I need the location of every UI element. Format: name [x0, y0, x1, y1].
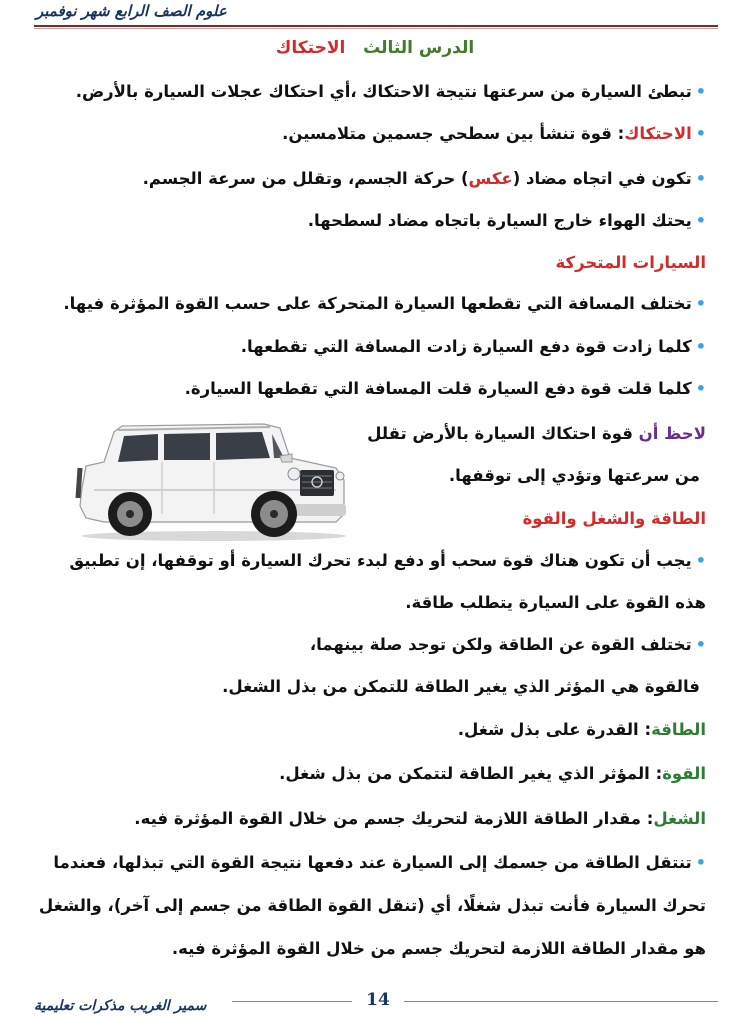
energy-bullet-2-line-2: فالقوة هي المؤثر الذي يغير الطاقة للتمكن من بذل الشغل.	[222, 677, 700, 696]
definition-work: الشغل: مقدار الطاقة اللازمة لتحريك جسم من خلال القوة المؤثرة فيه.	[134, 809, 706, 828]
moving-cars-bullet-1: •تختلف المسافة التي تقطعها السيارة المتحركة على حسب القوة المؤثرة فيها.	[63, 294, 706, 313]
energy-term: الطاقة	[651, 720, 706, 739]
footer-author: سمير الغريب مذكرات تعليمية	[34, 998, 207, 1014]
moving-cars-heading: السيارات المتحركة	[555, 253, 706, 272]
bullet-icon: •	[695, 337, 706, 356]
friction-bullet-3: •تكون في اتجاه مضاد (عكس) حركة الجسم، وتقلل من سرعة الجسم.	[142, 169, 706, 188]
work-term: الشغل	[653, 809, 706, 828]
lesson-label: الدرس الثالث	[363, 38, 475, 58]
bullet-icon: •	[695, 211, 706, 230]
bullet-icon: •	[695, 853, 706, 872]
energy-bullet-3-line-3: هو مقدار الطاقة اللازمة لتحريك جسم من خلال القوة المؤثرة فيه.	[171, 939, 706, 958]
bullet-icon: •	[695, 635, 706, 654]
note-line-2: من سرعتها وتؤدي إلى توقفها.	[448, 466, 700, 485]
friction-definition: •الاحتكاك: قوة تنشأ بين سطحي جسمين متلامسين.	[282, 124, 706, 143]
friction-bullet-1: •تبطئ السيارة من سرعتها نتيجة الاحتكاك ،أي احتكاك عجلات السيارة بالأرض.	[75, 82, 706, 101]
bullet-icon: •	[695, 551, 706, 570]
footer-rule-right	[404, 1001, 718, 1002]
definition-force: القوة: المؤثر الذي يغير الطاقة لتتمكن من بذل شغل.	[279, 764, 706, 783]
bullet-icon: •	[695, 169, 706, 188]
bullet-icon: •	[695, 82, 706, 101]
energy-heading: الطاقة والشغل والقوة	[522, 509, 706, 528]
moving-cars-bullet-2: •كلما زادت قوة دفع السيارة زادت المسافة التي تقطعها.	[240, 337, 706, 356]
footer-rule-left	[232, 1001, 352, 1002]
bullet-icon: •	[695, 124, 706, 143]
bullet-icon: •	[695, 294, 706, 313]
lesson-title	[0, 38, 750, 58]
note-line-1: لاحظ أن قوة احتكاك السيارة بالأرض تقلل	[367, 424, 706, 443]
definition-energy: الطاقة: القدرة على بذل شغل.	[457, 720, 706, 739]
friction-term: الاحتكاك	[624, 124, 692, 143]
energy-bullet-3-line-1: •تنتقل الطاقة من جسمك إلى السيارة عند دفعها نتيجة القوة التي تبذلها، فعندما	[53, 853, 706, 872]
force-term: القوة	[662, 764, 706, 783]
header-title: علوم الصف الرابع شهر نوفمبر	[36, 2, 227, 20]
energy-bullet-3-line-2: تحرك السيارة فأنت تبذل شغلًا، أي (تنقل القوة الطاقة من جسم إلى آخر)، والشغل	[38, 896, 706, 915]
header-rule-thin	[34, 28, 718, 29]
energy-bullet-1-line-2: هذه القوة على السيارة يتطلب طاقة.	[405, 593, 706, 612]
lesson-name: الاحتكاك	[275, 38, 346, 58]
opposite-term: عكس	[468, 169, 513, 188]
friction-bullet-4: •يحتك الهواء خارج السيارة باتجاه مضاد لسطحها.	[307, 211, 706, 230]
bullet-icon: •	[695, 379, 706, 398]
note-label: لاحظ أن	[638, 424, 706, 443]
suv-car-image	[74, 418, 350, 542]
moving-cars-bullet-3: •كلما قلت قوة دفع السيارة قلت المسافة التي تقطعها السيارة.	[184, 379, 706, 398]
page-number: 14	[366, 990, 390, 1010]
header-rule	[34, 25, 718, 27]
energy-bullet-2-line-1: •تختلف القوة عن الطاقة ولكن توجد صلة بينهما،	[309, 635, 706, 654]
energy-bullet-1-line-1: •يجب أن تكون هناك قوة سحب أو دفع لبدء تحرك السيارة أو توقفها، إن تطبيق	[69, 551, 706, 570]
